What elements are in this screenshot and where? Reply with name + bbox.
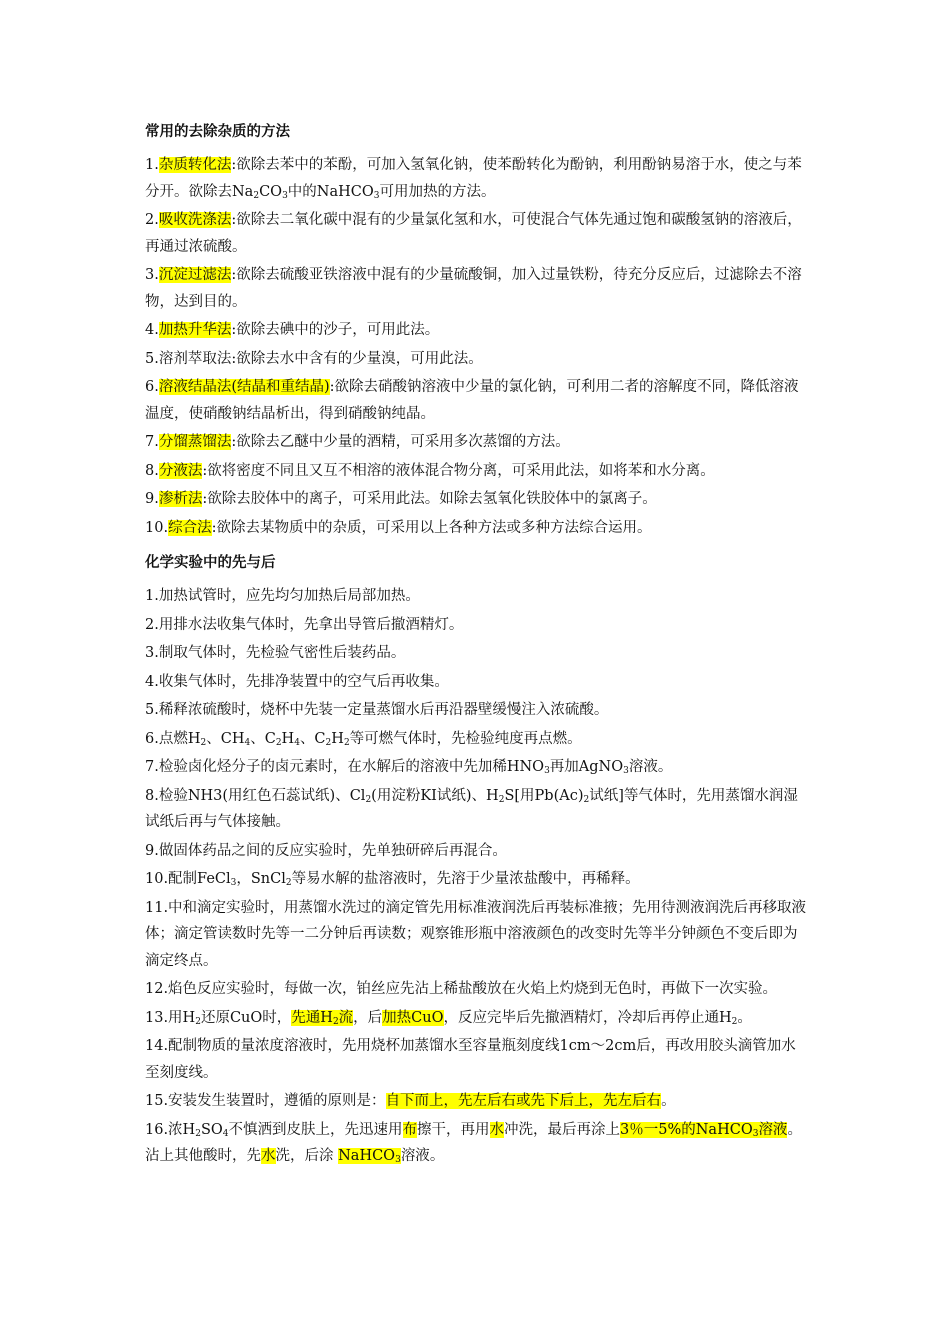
highlight: 自下而上，先左后右或先下后上，先左后右 xyxy=(385,1093,662,1109)
item-number: 1. xyxy=(145,157,159,173)
list-item xyxy=(145,1005,810,1032)
item-number: 9. xyxy=(145,491,159,507)
item-text: 可用加热的方法。 xyxy=(379,183,496,200)
highlight-text: 溶液 xyxy=(758,1121,788,1138)
subscript: 2 xyxy=(731,1016,738,1027)
highlight-text: 流 xyxy=(338,1009,354,1026)
list-item: 2.用排水法收集气体时，先拿出导管后撤酒精灯。 xyxy=(145,616,464,633)
method-name: 分馏蒸馏法 xyxy=(158,434,232,450)
highlight xyxy=(620,1122,787,1138)
highlight: 加热CuO xyxy=(382,1009,444,1026)
highlight: 水 xyxy=(261,1148,276,1164)
highlight xyxy=(338,1148,401,1164)
subscript: 2 xyxy=(332,1016,339,1027)
list-item: 12.焰色反应实验时，每做一次，铂丝应先沾上稀盐酸放在火焰上灼烧到无色时，再做下一次实验。 xyxy=(145,981,778,997)
method-name: 综合法 xyxy=(168,519,212,536)
list-item xyxy=(145,317,810,344)
item-text: 不慎洒到皮肤上，先迅速用 xyxy=(228,1121,403,1138)
item-text: 还原CuO时， xyxy=(200,1009,292,1026)
item-text: 。 xyxy=(661,1093,676,1109)
highlight: 布 xyxy=(402,1121,418,1138)
list-item xyxy=(145,726,810,753)
section-title-order-of-operations: 化学实验中的先与后 xyxy=(145,555,276,571)
item-text: 。 xyxy=(429,1148,445,1164)
list-item xyxy=(145,754,810,781)
item-text: :欲将密度不同且又互不相溶的液体混合物分离，可采用此法，如将苯和水分离。 xyxy=(202,462,715,479)
item-number: 8. xyxy=(145,462,159,479)
subscript: 4 xyxy=(244,737,251,748)
item-text: S[用Pb(Ac) xyxy=(504,787,584,804)
list-item xyxy=(145,207,810,260)
list-item: 1.加热试管时，应先均匀加热后局部加热。 xyxy=(145,588,420,604)
list-item xyxy=(145,866,810,893)
item-text: 等可燃气体时，先检验纯度再点燃。 xyxy=(349,730,582,747)
item-text: :欲除去乙醚中少量的酒精，可采用多次蒸馏的方法。 xyxy=(231,434,570,450)
highlight-text: 3％一5%的NaHCO xyxy=(620,1121,753,1138)
item-text: CO xyxy=(259,183,283,200)
item-text: 、C xyxy=(299,730,326,747)
subscript: 4 xyxy=(222,1128,229,1139)
item-text: 13.用H xyxy=(145,1009,196,1026)
item-number: 7. xyxy=(145,434,159,450)
item-text: ，后 xyxy=(353,1009,383,1026)
list-item: 5.稀释浓硫酸时，烧杯中先装一定量蒸馏水后再沿器壁缓慢注入浓硫酸。 xyxy=(145,702,609,718)
subscript: 2 xyxy=(365,794,372,805)
list-item xyxy=(145,346,810,373)
item-number: 3. xyxy=(145,267,159,283)
subscript: 2 xyxy=(343,737,350,748)
item-text: (用淀粉KI试纸)、H xyxy=(371,787,499,804)
method-name: 渗析法 xyxy=(158,491,203,507)
item-text: 。 xyxy=(737,1009,752,1026)
list-item: 14.配制物质的量浓度溶液时，先用烧杯加蒸馏水至容量瓶刻度线1cm～2cm后，再改用胶头滴管加水至刻度线。 xyxy=(145,1038,796,1081)
list-item: 11.中和滴定实验时，用蒸馏水洗过的滴定管先用标准液润洗后再装标准掖；先用待测液润洗后再移取液体；滴定管读数时先等一二分钟后再读数；观察锥形瓶中溶液颜色的改变时先等半分钟颜色不变后即为滴定终点。 xyxy=(145,899,807,969)
item-number: 2. xyxy=(145,212,159,228)
item-text: H xyxy=(331,730,344,747)
method-name: 吸收洗涤法 xyxy=(158,212,232,228)
item-text: 16.浓H xyxy=(145,1121,196,1138)
item-number: 5. xyxy=(145,350,159,367)
list-item xyxy=(145,374,810,427)
subscript: 3 xyxy=(544,766,550,776)
subscript: 2 xyxy=(195,1016,201,1027)
item-text: 中的NaHCO xyxy=(287,183,374,200)
item-text: 溶液。 xyxy=(628,759,673,775)
item-text: ，反应完毕后先撤酒精灯，冷却后再停止通H xyxy=(443,1009,732,1026)
method-name: 分液法 xyxy=(158,462,203,479)
item-text: 溶液 xyxy=(400,1148,430,1164)
method-name: 杂质转化法 xyxy=(158,157,232,173)
method-name: 加热升华法 xyxy=(158,322,232,338)
item-number: 10. xyxy=(145,519,169,536)
item-text: 、C xyxy=(250,730,276,747)
item-text: SO xyxy=(200,1121,223,1138)
subscript: 3 xyxy=(373,190,380,201)
list-item: 9.做固体药品之间的反应实验时，先单独研碎后再混合。 xyxy=(145,842,507,859)
item-text: :欲除去苯中的苯酚，可加入氢氧化钠，使苯酚转化为酚钠，利用酚钠易溶于水，使之与苯分开。欲除去Na xyxy=(145,157,802,200)
subscript: 3 xyxy=(230,878,237,888)
item-text: ，SnCl xyxy=(236,871,286,887)
item-text: 等易水解的盐溶液时，先溶于少量浓盐酸中，再稀释。 xyxy=(291,871,640,887)
subscript: 2 xyxy=(285,878,292,888)
item-text: :欲除去胶体中的离子，可采用此法。如除去氢氧化铁胶体中的氯离子。 xyxy=(202,491,657,507)
item-text: 洗，后涂 xyxy=(275,1148,334,1164)
item-text: :欲除去硫酸亚铁溶液中混有的少量硫酸铜，加入过量铁粉，待充分反应后，过滤除去不溶物，达到目的。 xyxy=(145,267,802,310)
highlight xyxy=(291,1010,353,1026)
item-text: 擦干，再用 xyxy=(417,1121,490,1138)
subscript: 3 xyxy=(623,766,629,776)
list-item xyxy=(145,458,810,485)
highlight-text: NaHCO xyxy=(338,1148,396,1164)
list-item xyxy=(145,1088,810,1115)
list-item: 4.收集气体时，先排净装置中的空气后再收集。 xyxy=(145,673,449,690)
item-text: 再加AgNO xyxy=(549,759,624,775)
subscript: 2 xyxy=(325,737,332,748)
item-text: 冲洗，最后再涂上 xyxy=(504,1121,621,1138)
subscript: 2 xyxy=(583,794,590,805)
highlight: 水 xyxy=(489,1121,505,1138)
subscript: 2 xyxy=(200,737,207,748)
item-text: H xyxy=(281,730,295,747)
list-item: 3.制取气体时，先检验气密性后装药品。 xyxy=(145,645,406,661)
method-name: 溶液结晶法(结晶和重结晶) xyxy=(158,379,330,395)
item-number: 6. xyxy=(145,379,159,395)
item-text: 6.点燃H xyxy=(145,730,201,747)
item-number: 4. xyxy=(145,322,159,338)
subscript: 2 xyxy=(195,1128,201,1139)
list-item xyxy=(145,486,810,513)
document-page xyxy=(145,112,810,1172)
subscript: 3 xyxy=(282,190,288,201)
list-item xyxy=(145,262,810,315)
subscript: 4 xyxy=(294,737,300,748)
subscript: 3 xyxy=(395,1155,401,1165)
item-text: 15.安装发生装置时，遵循的原则是： xyxy=(145,1093,386,1109)
subscript: 3 xyxy=(752,1128,759,1139)
list-item xyxy=(145,515,810,542)
item-text: :欲除去某物质中的杂质，可采用以上各种方法或多种方法综合运用。 xyxy=(211,519,652,536)
section-title-impurity-removal: 常用的去除杂质的方法 xyxy=(145,124,290,140)
method-name: 沉淀过滤法 xyxy=(158,267,232,283)
list-item xyxy=(145,152,810,205)
list-item xyxy=(145,429,810,456)
subscript: 2 xyxy=(275,737,282,748)
item-text: 试纸]等气体时，先用蒸馏水润湿试纸后再与气体接触。 xyxy=(145,787,798,830)
item-text: 10.配制FeCl xyxy=(145,871,231,887)
item-text: 7.检验卤化烃分子的卤元素时，在水解后的溶液中先加稀HNO xyxy=(145,759,545,775)
item-text: :欲除去二氧化碳中混有的少量氯化氢和水，可使混合气体先通过饱和碳酸氢钠的溶液后，再通过浓硫酸。 xyxy=(145,212,802,255)
item-text: :欲除去碘中的沙子，可用此法。 xyxy=(231,322,440,338)
item-text: 8.检验NH3(用红色石蕊试纸)、Cl xyxy=(145,787,366,804)
item-text: 。沾上其他酸时，先 xyxy=(145,1121,802,1164)
item-text: 溶剂萃取法:欲除去水中含有的少量溴，可用此法。 xyxy=(158,350,483,367)
item-text: :欲除去硝酸钠溶液中少量的氯化钠，可利用二者的溶解度不同，降低溶液温度，使硝酸钠结晶析出，得到硝酸钠纯晶。 xyxy=(145,379,799,422)
item-text: 、CH xyxy=(206,730,245,747)
list-item xyxy=(145,783,810,836)
list-item xyxy=(145,1117,810,1170)
subscript: 2 xyxy=(253,190,260,201)
subscript: 2 xyxy=(498,794,505,805)
highlight-text: 先通H xyxy=(291,1009,333,1026)
